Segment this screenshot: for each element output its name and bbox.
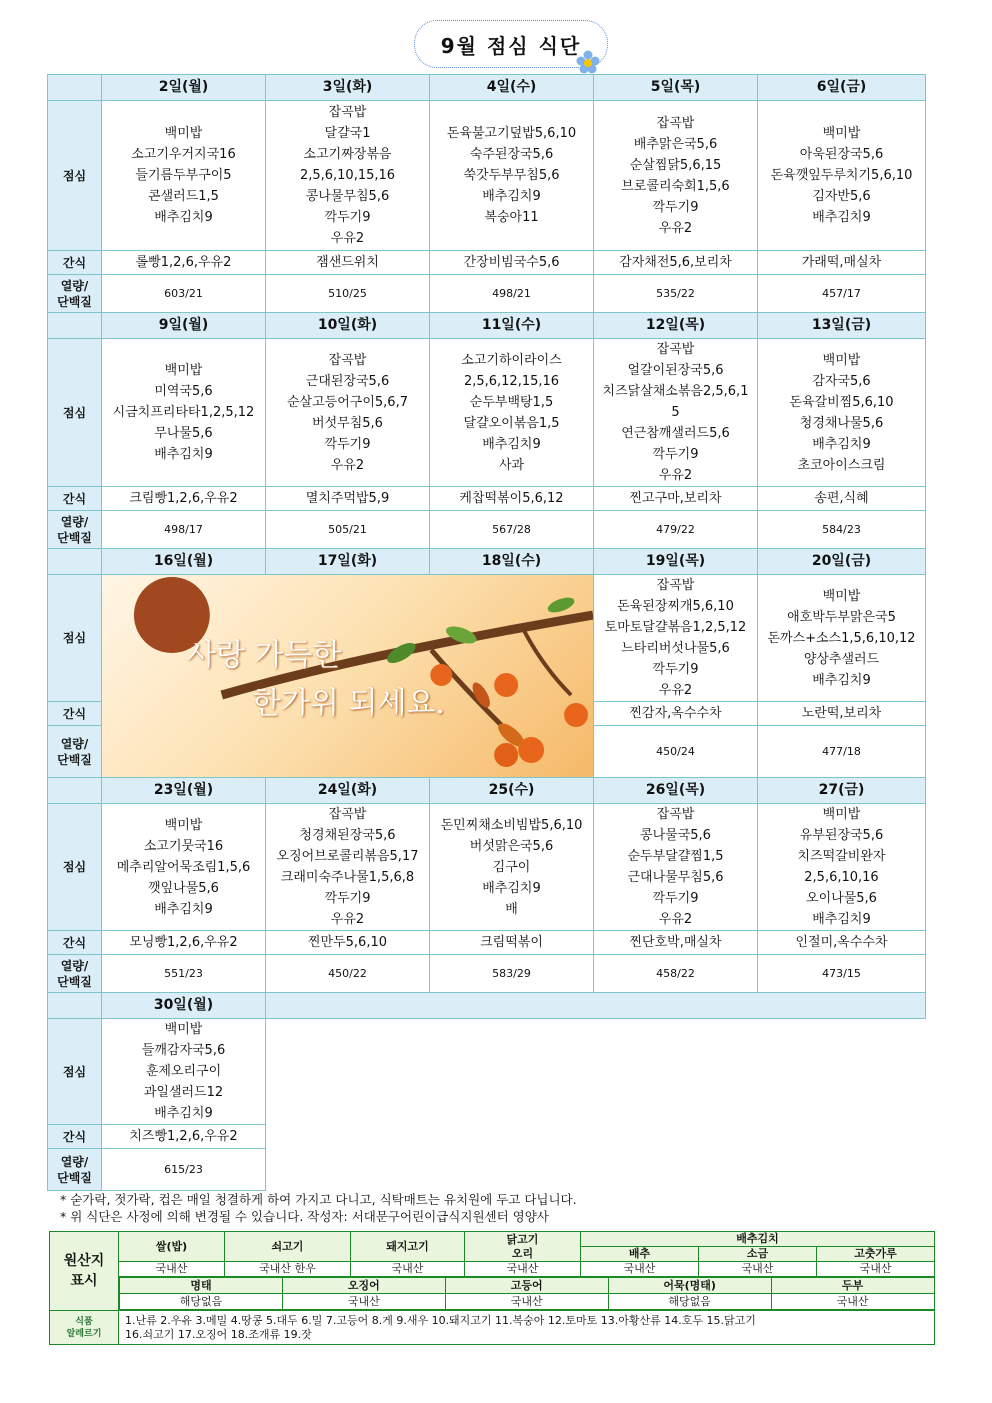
dish-item: 소고기짜장볶음 xyxy=(303,147,392,162)
persimmon-icon xyxy=(494,673,518,697)
origin-value: 국내산 xyxy=(771,1294,934,1310)
snack-cell: 치즈빵1,2,6,우유2 xyxy=(102,1125,266,1149)
dish-item: 우유2 xyxy=(658,912,693,927)
day-header: 30일(월) xyxy=(102,993,266,1019)
day-header: 4일(수) xyxy=(430,75,594,101)
origin-item: 고춧가루 xyxy=(817,1247,935,1262)
nutrition-cell: 603/21 xyxy=(102,275,266,313)
snack-cell: 크림떡볶이 xyxy=(430,931,594,955)
day-header: 6일(금) xyxy=(758,75,926,101)
lunch-cell xyxy=(594,804,758,931)
snack-label: 간식 xyxy=(48,251,102,275)
dish-item: 우유2 xyxy=(658,220,693,236)
empty-header xyxy=(266,993,926,1019)
nutrition-label: 열량/ 단백질 xyxy=(48,955,102,993)
day-header: 5일(목) xyxy=(594,75,758,101)
dish-item: 초코아이스크림 xyxy=(797,457,886,473)
snack-row xyxy=(48,487,926,511)
lunch-cell xyxy=(266,339,430,487)
dish-item: 깍두기9 xyxy=(652,662,699,677)
dish-item: 숙주된장국5,6 xyxy=(469,147,554,162)
dish-item: 백미밥 xyxy=(822,126,861,141)
day-header: 26일(목) xyxy=(594,778,758,804)
origin-value: 국내산 xyxy=(282,1294,445,1310)
dish-item: 배추김치9 xyxy=(482,189,541,204)
dish-item: 순두부백탕1,5 xyxy=(469,394,554,410)
lunch-cell xyxy=(102,1019,266,1125)
dish-item: 백미밥 xyxy=(822,588,861,604)
dish-item: 배추김치9 xyxy=(154,901,213,917)
dish-item: 소고기하이라이스 xyxy=(461,352,562,368)
origin-item: 소금 xyxy=(699,1247,817,1262)
nutrition-cell: 450/22 xyxy=(266,955,430,993)
lunch-cell xyxy=(102,804,266,931)
day-header: 12일(목) xyxy=(594,313,758,339)
lunch-cell xyxy=(102,339,266,487)
origin-item: 어묵(명태) xyxy=(608,1278,771,1294)
lunch-cell xyxy=(430,101,594,251)
day-header: 17일(화) xyxy=(266,549,430,575)
dish-item: 소고기뭇국16 xyxy=(143,838,224,854)
snack-row xyxy=(48,251,926,275)
corner-cell xyxy=(48,75,102,101)
dish-item: 돈까스+소스1,5,6,10,12 xyxy=(767,630,916,646)
dish-item: 유부된장국5,6 xyxy=(799,828,884,843)
snack-row xyxy=(48,931,926,955)
day-header: 16일(월) xyxy=(102,549,266,575)
dish-item: 달걀오이볶음1,5 xyxy=(463,415,560,431)
origin-value: 해당없음 xyxy=(120,1294,283,1310)
dish-item: 잡곡밥 xyxy=(656,342,695,357)
dish-item: 들기름두부구이5 xyxy=(135,168,232,183)
lunch-row xyxy=(48,339,926,487)
nutrition-cell: 615/23 xyxy=(102,1149,266,1191)
empty-cell xyxy=(266,1019,926,1191)
lunch-cell xyxy=(430,804,594,931)
snack-cell: 간장비빔국수5,6 xyxy=(430,251,594,275)
dish-item: 복숭아11 xyxy=(484,210,539,225)
origin-value: 국내산 xyxy=(699,1262,817,1277)
lunch-row xyxy=(48,575,926,702)
dish-item: 연근참깨샐러드5,6 xyxy=(621,426,730,441)
dish-item: 돈육갈비찜5,6,10 xyxy=(789,394,894,410)
week-header-row xyxy=(48,313,926,339)
origin-value: 국내산 xyxy=(581,1262,699,1277)
dish-item: 백미밥 xyxy=(822,352,861,368)
banner-text: 한가위 되세요. xyxy=(252,686,445,721)
nutrition-cell: 510/25 xyxy=(266,275,430,313)
day-header: 2일(월) xyxy=(102,75,266,101)
nutrition-cell: 457/17 xyxy=(758,275,926,313)
dish-item: 배추맑은국5,6 xyxy=(633,136,718,152)
dish-item: 배추김치9 xyxy=(812,672,871,688)
dish-item: 잡곡밥 xyxy=(656,578,695,593)
week-header-row xyxy=(48,75,926,101)
snack-cell: 멸치주먹밥5,9 xyxy=(266,487,430,511)
day-header: 11일(수) xyxy=(430,313,594,339)
snack-cell: 노란떡,보리차 xyxy=(758,702,926,726)
lunch-cell xyxy=(430,339,594,487)
dish-item: 배추김치9 xyxy=(812,210,871,225)
nutrition-cell: 535/22 xyxy=(594,275,758,313)
dish-item: 돈육깻잎두루치기5,6,10 xyxy=(770,168,913,183)
dish-item: 2,5,6,12,15,16 xyxy=(463,373,560,389)
corner-cell xyxy=(48,778,102,804)
dish-item: 버섯맑은국5,6 xyxy=(469,838,554,854)
origin-value: 국내산 xyxy=(351,1262,465,1277)
snack-label: 간식 xyxy=(48,702,102,726)
nutrition-row xyxy=(48,275,926,313)
day-header: 9일(월) xyxy=(102,313,266,339)
dish-item: 쑥갓두부무침5,6 xyxy=(463,168,560,183)
day-header: 27(금) xyxy=(758,778,926,804)
dish-item: 돈민찌채소비빔밥5,6,10 xyxy=(440,817,583,833)
persimmon-icon xyxy=(518,737,544,763)
lunch-cell xyxy=(758,804,926,931)
dish-item: 브로콜리숙회1,5,6 xyxy=(621,178,730,194)
dish-item: 우유2 xyxy=(330,457,365,473)
origin-value: 국내산 xyxy=(465,1262,581,1277)
dish-item: 배 xyxy=(505,901,518,917)
dish-item: 깍두기9 xyxy=(324,891,371,906)
dish-item: 배추김치9 xyxy=(812,912,871,927)
snack-label: 간식 xyxy=(48,1125,102,1149)
dish-item: 콘샐러드1,5 xyxy=(148,189,219,204)
dish-item: 우유2 xyxy=(658,683,693,698)
dish-item: 청경채된장국5,6 xyxy=(299,828,396,843)
dish-item: 백미밥 xyxy=(164,126,203,141)
dish-item: 잡곡밥 xyxy=(656,115,695,131)
banner-art xyxy=(102,575,593,777)
lunch-label: 점심 xyxy=(48,1019,102,1125)
dish-item: 백미밥 xyxy=(822,807,861,822)
dish-item: 애호박두부맑은국5 xyxy=(787,609,896,625)
note-line: * 숟가락, 젓가락, 컵은 매일 청결하게 하여 가지고 다니고, 식탁매트는 유치원에 두고 다닙니다. xyxy=(60,1192,577,1207)
lunch-label: 점심 xyxy=(48,575,102,702)
dish-item: 깍두기9 xyxy=(324,436,371,452)
nutrition-cell: 583/29 xyxy=(430,955,594,993)
origin-item: 쌀(밥) xyxy=(119,1232,225,1262)
dish-item: 사과 xyxy=(498,457,525,473)
dish-item: 배추김치9 xyxy=(812,436,871,452)
day-header: 24일(화) xyxy=(266,778,430,804)
notes xyxy=(60,1191,577,1225)
dish-item: 무나물5,6 xyxy=(154,426,213,441)
dish-item: 백미밥 xyxy=(164,1022,203,1037)
dish-item: 배추김치9 xyxy=(154,210,213,225)
dish-item: 우유2 xyxy=(330,231,365,246)
nutrition-cell: 477/18 xyxy=(758,726,926,778)
dish-item: 양상추샐러드 xyxy=(803,651,880,667)
dish-item: 돈육불고기덮밥5,6,10 xyxy=(446,126,577,141)
lunch-label: 점심 xyxy=(48,101,102,251)
dish-item: 아욱된장국5,6 xyxy=(799,147,884,162)
dish-item: 훈제오리구이 xyxy=(145,1064,222,1079)
allergy-list xyxy=(119,1311,935,1345)
origin-item: 오징어 xyxy=(282,1278,445,1294)
dish-item: 순살찜닭5,6,15 xyxy=(629,157,722,173)
snack-cell: 케찹떡볶이5,6,12 xyxy=(430,487,594,511)
kimchi-label: 배추김치 xyxy=(581,1232,935,1247)
dish-item: 근대나물무침5,6 xyxy=(627,870,724,885)
day-header: 3일(화) xyxy=(266,75,430,101)
origin-item: 명태 xyxy=(120,1278,283,1294)
dish-item: 잡곡밥 xyxy=(328,352,367,368)
dish-item: 2,5,6,10,15,16 xyxy=(299,168,396,183)
allergy-line: 16.쇠고기 17.오징어 18.조개류 19.잣 xyxy=(125,1327,312,1341)
dish-item: 5 xyxy=(671,405,680,420)
week-header-row xyxy=(48,993,926,1019)
dish-item: 배추김치9 xyxy=(482,436,541,452)
dish-item: 우유2 xyxy=(330,912,365,927)
persimmon-icon xyxy=(494,743,518,767)
week-header-row xyxy=(48,778,926,804)
origin-value: 국내산 xyxy=(445,1294,608,1310)
lunch-cell xyxy=(758,101,926,251)
dish-item: 치즈떡갈비완자 xyxy=(797,849,886,864)
dish-item: 깍두기9 xyxy=(652,891,699,906)
lunch-cell xyxy=(594,101,758,251)
persimmon-icon xyxy=(564,703,588,727)
dish-item: 버섯무침5,6 xyxy=(312,415,383,431)
dish-item: 김자반5,6 xyxy=(812,189,871,204)
lunch-row xyxy=(48,804,926,931)
lunch-cell xyxy=(594,339,758,487)
origin-value: 해당없음 xyxy=(608,1294,771,1310)
nutrition-label: 열량/ 단백질 xyxy=(48,726,102,778)
origin-item: 돼지고기 xyxy=(351,1232,465,1262)
corner-cell xyxy=(48,313,102,339)
dish-item: 김구이 xyxy=(492,859,531,875)
nutrition-cell: 498/21 xyxy=(430,275,594,313)
origin-value: 국내산 xyxy=(119,1262,225,1277)
corner-cell xyxy=(48,549,102,575)
persimmon-icon xyxy=(430,664,452,686)
origin-item: 닭고기 오리 xyxy=(465,1232,581,1262)
lunch-cell xyxy=(594,575,758,702)
dish-item: 얼갈이된장국5,6 xyxy=(627,363,724,378)
snack-cell: 송편,식혜 xyxy=(758,487,926,511)
origin-value: 국내산 한우 xyxy=(225,1262,351,1277)
dish-item: 미역국5,6 xyxy=(154,384,213,399)
snack-cell: 크림빵1,2,6,우유2 xyxy=(102,487,266,511)
nutrition-cell: 584/23 xyxy=(758,511,926,549)
snack-cell: 찐감자,옥수수차 xyxy=(594,702,758,726)
snack-cell: 모닝빵1,2,6,우유2 xyxy=(102,931,266,955)
dish-item: 감자국5,6 xyxy=(812,373,871,389)
origin-label: 원산지 표시 xyxy=(50,1232,119,1311)
origin-item: 고등어 xyxy=(445,1278,608,1294)
dish-item: 순살고등어구이5,6,7 xyxy=(287,394,408,410)
dish-item: 돈육된장찌개5,6,10 xyxy=(617,599,734,614)
note-line: * 위 식단은 사정에 의해 변경될 수 있습니다. 작성자: 서대문구어린이급식지원센터 영양사 xyxy=(60,1209,549,1224)
holiday-banner xyxy=(102,575,594,778)
menu-table xyxy=(47,74,926,1191)
dish-item: 깍두기9 xyxy=(652,199,699,215)
snack-cell: 찐만두5,6,10 xyxy=(266,931,430,955)
snack-cell: 찐단호박,매실차 xyxy=(594,931,758,955)
dish-item: 오이나물5,6 xyxy=(806,891,877,906)
allergy-line: 1.난류 2.우유 3.메밀 4.땅콩 5.대두 6.밀 7.고등어 8.게 9.새우 10.돼지고기 11.복숭아 12.토마토 13.아황산류 14.호두 15.닭고기 xyxy=(125,1313,756,1327)
day-header: 18일(수) xyxy=(430,549,594,575)
week-header-row xyxy=(48,549,926,575)
snack-cell: 찐고구마,보리차 xyxy=(594,487,758,511)
dish-item: 청경채나물5,6 xyxy=(799,415,884,431)
lunch-label: 점심 xyxy=(48,804,102,931)
dish-item: 깍두기9 xyxy=(324,210,371,225)
day-header: 13일(금) xyxy=(758,313,926,339)
nutrition-cell: 450/24 xyxy=(594,726,758,778)
lunch-row xyxy=(48,1019,926,1125)
nutrition-cell: 458/22 xyxy=(594,955,758,993)
origin-table xyxy=(49,1231,935,1345)
dish-item: 치즈닭살채소볶음2,5,6,1 xyxy=(602,384,749,399)
snack-label: 간식 xyxy=(48,931,102,955)
day-header: 20일(금) xyxy=(758,549,926,575)
dish-item: 잡곡밥 xyxy=(328,807,367,822)
nutrition-row xyxy=(48,955,926,993)
dish-item: 잡곡밥 xyxy=(656,807,695,822)
dish-item: 백미밥 xyxy=(164,817,203,833)
lunch-row xyxy=(48,101,926,251)
dish-item: 깻잎나물5,6 xyxy=(148,880,219,896)
allergy-label: 식품 알레르기 xyxy=(50,1311,119,1345)
dish-item: 잡곡밥 xyxy=(328,105,367,120)
nutrition-cell: 498/17 xyxy=(102,511,266,549)
dish-item: 소고기우거지국16 xyxy=(131,147,236,162)
lunch-cell xyxy=(266,804,430,931)
nutrition-cell: 479/22 xyxy=(594,511,758,549)
day-header: 10일(화) xyxy=(266,313,430,339)
day-header: 19일(목) xyxy=(594,549,758,575)
day-header: 23일(월) xyxy=(102,778,266,804)
dish-item: 오징어브로콜리볶음5,17 xyxy=(276,849,419,864)
lunch-cell xyxy=(758,339,926,487)
dish-item: 메추리알어묵조림1,5,6 xyxy=(116,859,251,875)
dish-item: 토마토달걀볶음1,2,5,12 xyxy=(604,620,747,635)
dish-item: 근대된장국5,6 xyxy=(305,373,390,389)
dish-item: 달걀국1 xyxy=(324,126,371,141)
nutrition-cell: 473/15 xyxy=(758,955,926,993)
lunch-cell xyxy=(102,101,266,251)
origin-item: 두부 xyxy=(771,1278,934,1294)
snack-cell: 가래떡,매실차 xyxy=(758,251,926,275)
nutrition-row xyxy=(48,511,926,549)
dish-item: 백미밥 xyxy=(164,363,203,378)
dish-item: 과일샐러드12 xyxy=(143,1085,224,1100)
dish-item: 크래미숙주나물1,5,6,8 xyxy=(280,870,415,885)
snack-cell: 감자채전5,6,보리차 xyxy=(594,251,758,275)
origin-item: 배추 xyxy=(581,1247,699,1262)
nutrition-label: 열량/ 단백질 xyxy=(48,275,102,313)
snack-cell: 잼샌드위치 xyxy=(266,251,430,275)
lunch-cell xyxy=(758,575,926,702)
day-header: 25(수) xyxy=(430,778,594,804)
nutrition-label: 열량/ 단백질 xyxy=(48,511,102,549)
dish-item: 배추김치9 xyxy=(482,880,541,896)
dish-item: 우유2 xyxy=(658,468,693,483)
chuseok-banner xyxy=(102,575,593,777)
page-title: 9월 점심 식단 xyxy=(440,33,582,58)
dish-item: 시금치프리타타1,2,5,12 xyxy=(112,405,255,420)
dish-item: 콩나물국5,6 xyxy=(640,828,711,843)
dish-item: 깍두기9 xyxy=(652,447,699,462)
dish-item: 콩나물무침5,6 xyxy=(305,189,390,204)
snack-cell: 인절미,옥수수차 xyxy=(758,931,926,955)
nutrition-cell: 567/28 xyxy=(430,511,594,549)
banner-text: 사랑 가득한 xyxy=(187,638,342,673)
dish-item: 2,5,6,10,16 xyxy=(804,870,879,885)
dish-item: 들깨감자국5,6 xyxy=(141,1043,226,1058)
dish-item: 배추김치9 xyxy=(154,447,213,462)
dish-item: 배추김치9 xyxy=(154,1106,213,1121)
lunch-label: 점심 xyxy=(48,339,102,487)
lunch-cell xyxy=(266,101,430,251)
origin-value: 국내산 xyxy=(817,1262,935,1277)
nutrition-label: 열량/ 단백질 xyxy=(48,1149,102,1191)
dish-item: 느타리버섯나물5,6 xyxy=(621,641,730,656)
snack-cell: 롤빵1,2,6,우유2 xyxy=(102,251,266,275)
nutrition-cell: 551/23 xyxy=(102,955,266,993)
snack-label: 간식 xyxy=(48,487,102,511)
origin-item: 쇠고기 xyxy=(225,1232,351,1262)
dish-item: 순두부달걀찜1,5 xyxy=(627,849,724,864)
corner-cell xyxy=(48,993,102,1019)
flower-icon xyxy=(576,50,600,74)
nutrition-cell: 505/21 xyxy=(266,511,430,549)
